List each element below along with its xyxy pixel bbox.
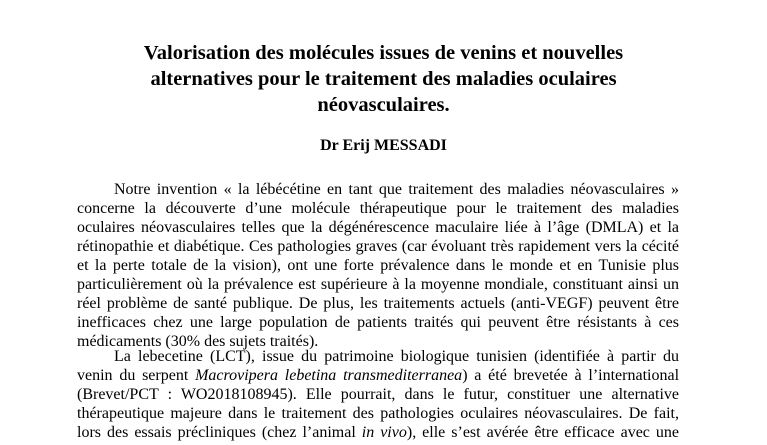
title-line: Valorisation des molécules issues de venins et nouvelles xyxy=(143,42,624,64)
author-name: Dr Erij MESSADI xyxy=(320,137,447,154)
document-title xyxy=(0,40,767,118)
text-line: inefficaces chez une large population de patients traités qui peuvent être résistants à ces xyxy=(77,314,679,331)
text-line: concerne la découverte d’une molécule thérapeutique pour le traitement des maladies xyxy=(77,200,679,217)
text-segment: ), elle s’est avérée être efficace avec une xyxy=(406,424,679,441)
text-line xyxy=(77,423,679,442)
text-line: réel problème de santé publique. De plus, les traitements actuels (anti-VEGF) peuvent être xyxy=(77,295,679,312)
text-line: et la perte totale de la vision), ont une forte prévalence dans le monde et en Tunisie plus xyxy=(77,257,679,274)
text-line: (Brevet/PCT : WO2018108945). Elle pourrait, dans le futur, constituer une alternative xyxy=(77,386,679,403)
text-line: La lebecetine (LCT), issue du patrimoine biologique tunisien (identifiée à partir du xyxy=(114,348,679,365)
text-line: thérapeutique majeure dans le traitement des pathologies oculaires néovasculaires. De fait, xyxy=(77,405,679,422)
paragraph-2 xyxy=(77,347,679,442)
text-line: rétinopathie et diabétique. Ces pathologies graves (car évoluant très rapidement vers la cécité xyxy=(77,238,679,255)
species-name: Macrovipera lebetina transmediterranea xyxy=(195,367,463,384)
text-line: oculaires néovasculaires telles que la dégénérescence maculaire liée à l’âge (DMLA) et la xyxy=(77,219,679,236)
paragraph-1 xyxy=(77,180,679,351)
text-line: médicaments (30% des sujets traités). xyxy=(77,333,319,350)
italic-term: in vivo xyxy=(361,424,407,441)
text-segment: venin du serpent xyxy=(77,367,196,384)
text-line: Notre invention « la lébécétine en tant que traitement des maladies néovasculaires » xyxy=(114,181,679,198)
text-line xyxy=(77,366,679,385)
title-line: alternatives pour le traitement des maladies oculaires xyxy=(150,68,617,90)
text-segment: ) a été brevetée à l’international xyxy=(462,367,679,384)
title-line: néovasculaires. xyxy=(317,94,450,116)
text-segment: lors des essais précliniques (chez l’animal xyxy=(77,424,362,441)
text-line: particulièrement où la prévalence est supérieure à la moyenne mondiale, constituant ainsi un xyxy=(77,276,679,293)
